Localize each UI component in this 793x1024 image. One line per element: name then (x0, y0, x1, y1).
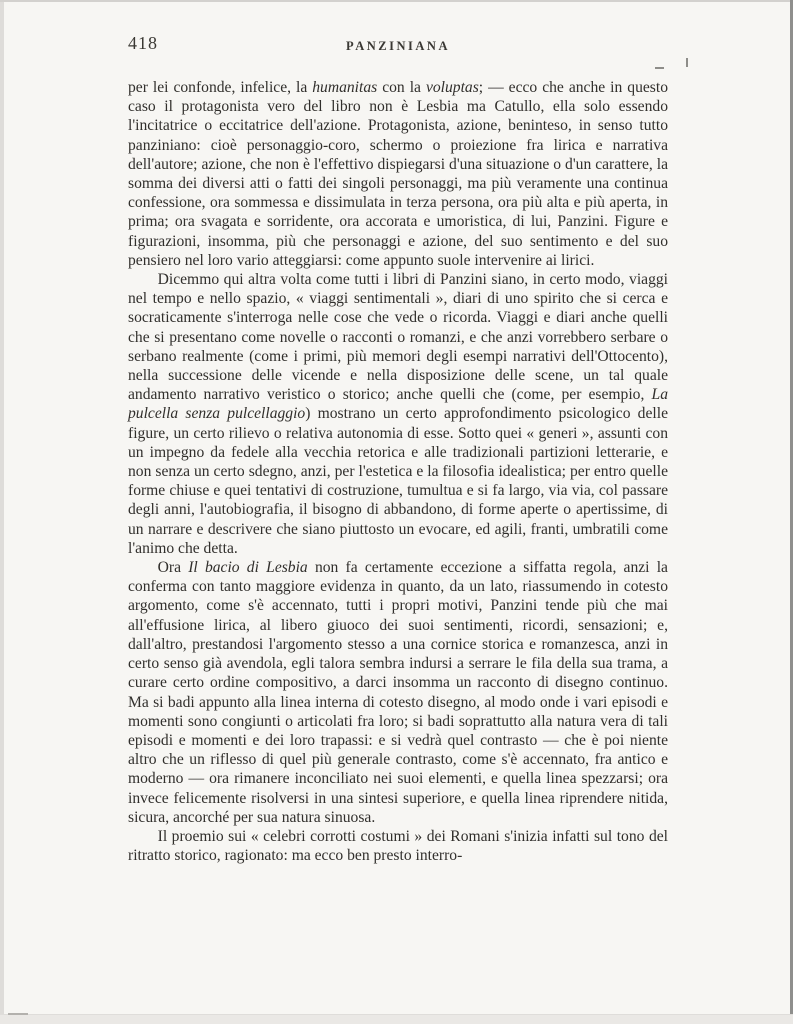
paragraph (128, 558, 668, 827)
italic-title-text: humanitas (312, 79, 378, 96)
text-segment: ) mostrano un certo approfondimento psicologico delle figure, un certo rilievo o relativa autonomia di esse. Sotto quei « generi », assunti con un impegno da fedele alla vecchia retorica e alle tradizionali partizioni letterarie, e non senza un certo sdegno, anzi, per l'estetica e la filosofia idealistica; per entro quelle forme chiuse e quei tentativi di costruzione, tumultua e si fa largo, via via, col passare degli anni, l'autobiografia, il bisogno di abbandono, di forme aperte o apertissime, di un narrare e descrivere che siano piuttosto un evocare, ed agili, franti, umbratili come l'animo che detta. (128, 405, 668, 557)
scan-edge-top (0, 0, 793, 2)
page-number: 418 (128, 33, 158, 53)
italic-title-text: Il bacio di Lesbia (188, 559, 308, 577)
paragraph (128, 270, 668, 558)
text-segment: Il proemio sui « celebri corrotti costumi » dei Romani s'inizia infatti sul tono del ritratto storico, ragionato: ma ecco ben presto interro- (128, 827, 668, 865)
scan-speck (655, 67, 664, 69)
text-segment: non fa certamente eccezione a siffatta regola, anzi la conferma con tanto maggiore evidenza in quanto, da un lato, riassumendo in cotesto argomento, come s'è accennato, tutti i propri motivi, Panzini tende più che mai all'effusione lirica, al libero giuoco dei suoi sentimenti, ricordi, sensazioni; e, dall'altro, prestandosi l'argomento stesso a una cornice storica e romanzesca, anzi in certo senso già avendola, egli talora sembra indursi a serrare le fila della sua trama, a curare certo ordine compositivo, a darci insomma un racconto di disegno continuo. Ma si badi appunto alla linea interna di cotesto disegno, al modo onde i vari episodi e momenti sono congiunti o articolati fra loro; si badi soprattutto alla natura vera di tali episodi e momenti e dei loro trapassi: e si vedrà quel contrasto — che è poi niente altro che un riflesso di quel più generale contrasto, come s'è accennato, fra antico e moderno — ora rimanere inconciliato nei suoi elementi, e quella linea spezzarsi; ora invece felicemente risolversi in una sintesi superiore, e quella linea riprendere nitida, sicura, ancorché per sua natura sinuosa. (128, 559, 668, 826)
italic-title-text: La pulcella senza pulcellaggio (128, 386, 668, 423)
scan-speck (8, 1013, 28, 1015)
text-segment: Dicemmo qui altra volta come tutti i libri di Panzini siano, in certo modo, viaggi nel tempo e nello spazio, « viaggi sentimentali », diari di uno spirito che si cerca e socraticamente s'interroga nelle cose che vede o ricorda. Viaggi e diari anche quelli che si presentano come novelle o racconti o romanzi, e che anzi vorrebbero serbare o serbano realmente (come i primi, più memori degli esempi narrativi dell'Ottocento), nella successione delle vicende e nella disposizione delle scene, un tal quale andamento narrativo veristico o storico; anche quelli che (come, per esempio, (128, 271, 668, 404)
text-block (128, 78, 668, 865)
text-segment: con la (377, 79, 426, 96)
scan-edge-left (0, 0, 4, 1024)
text-segment: Ora (157, 559, 189, 577)
scan-speck (686, 58, 688, 67)
running-head: PANZINIANA (346, 39, 450, 53)
italic-title-text: voluptas (425, 79, 479, 96)
paragraph (128, 827, 668, 865)
text-segment: per lei confonde, infelice, la (128, 79, 313, 96)
scan-edge-bottom (0, 1014, 793, 1024)
paragraph (128, 78, 668, 270)
text-segment: ; — ecco che anche in questo caso il protagonista vero del libro non è Lesbia ma Catullo, ella solo essendo l'incitatrice o eccitatrice dell'azione. Protagonista, azione, beninteso, in senso tutto panziniano: cioè personaggio-coro, schermo o proiezione fra lirica e narrativa dell'autore; azione, che non è l'effettivo dispiegarsi d'una situazione o d'un carattere, la somma dei diversi atti o fatti dei singoli personaggi, ma più veramente una continua confessione, ora sommessa e dissimulata in terza persona, ora più alta e più aperta, in prima; ora svagata e sorridente, ora accorata e umoristica, di lui, Panzini. Figure e figurazioni, insomma, più che personaggi e azione, del suo sentimento e del suo pensiero nel loro vario atteggiarsi: come appunto suole intervenire ai lirici. (128, 79, 668, 269)
